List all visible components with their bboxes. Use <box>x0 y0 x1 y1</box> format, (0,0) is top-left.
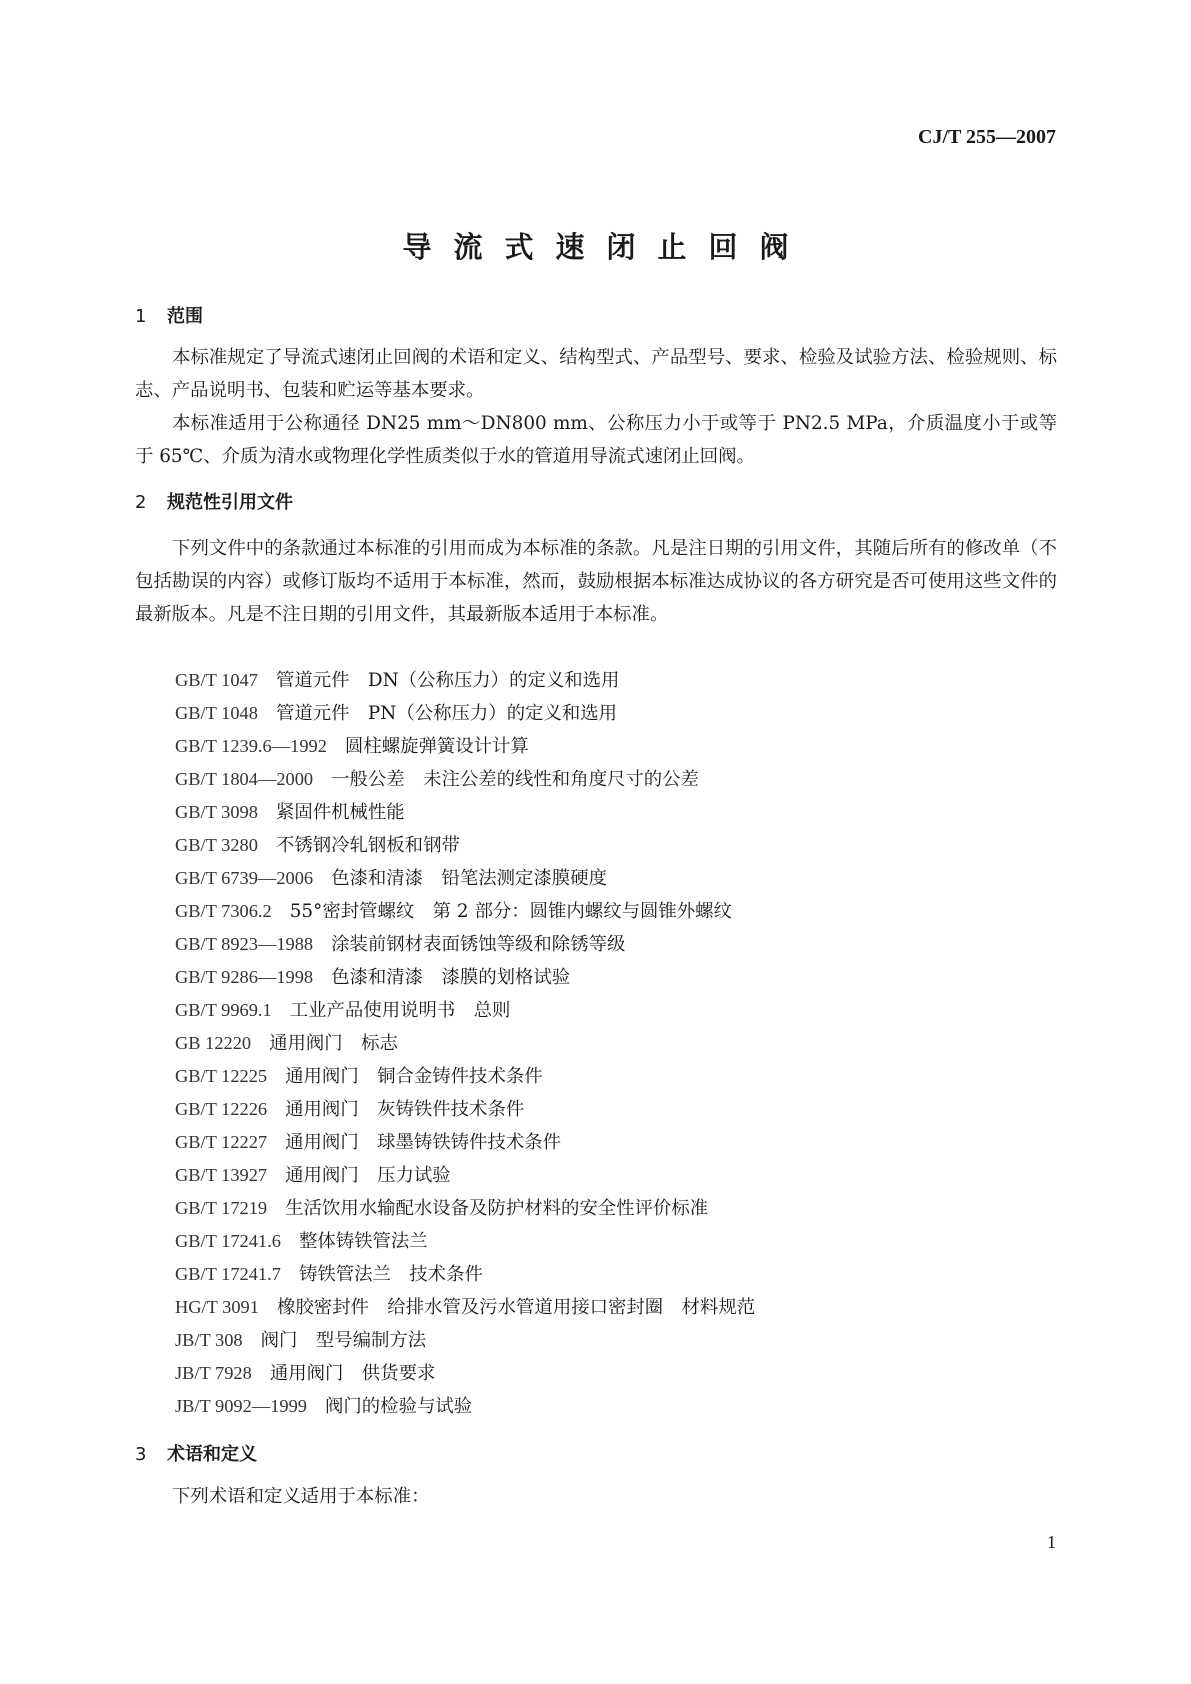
reference-code: GB/T 1239.6—1992 <box>175 736 327 756</box>
reference-title: 铸铁管法兰 技术条件 <box>298 1264 483 1285</box>
reference-code: GB/T 13927 <box>175 1165 268 1185</box>
reference-code: JB/T 308 <box>175 1330 243 1350</box>
reference-title: 涂装前钢材表面锈蚀等级和除锈等级 <box>331 934 626 955</box>
reference-code: GB/T 17241.7 <box>175 1264 281 1284</box>
reference-title: 工业产品使用说明书 总则 <box>289 1000 511 1021</box>
reference-item <box>175 730 755 763</box>
reference-item <box>175 961 755 994</box>
reference-title: 通用阀门 铜合金铸件技术条件 <box>285 1066 543 1087</box>
reference-item <box>175 994 755 1027</box>
reference-title: 阀门 型号编制方法 <box>260 1330 427 1351</box>
reference-code: GB/T 6739—2006 <box>175 868 314 888</box>
reference-item <box>175 697 755 730</box>
section-2-heading <box>135 488 293 514</box>
reference-title: 通用阀门 供货要求 <box>269 1363 436 1384</box>
reference-item <box>175 1258 755 1291</box>
reference-title: 通用阀门 灰铸铁件技术条件 <box>285 1099 525 1120</box>
reference-code: GB/T 8923—1988 <box>175 934 314 954</box>
reference-title: 通用阀门 球墨铸铁铸件技术条件 <box>285 1132 562 1153</box>
reference-item <box>175 1225 755 1258</box>
reference-code: JB/T 9092—1999 <box>175 1396 307 1416</box>
reference-title: 整体铸铁管法兰 <box>298 1231 428 1252</box>
reference-code: GB/T 17219 <box>175 1198 268 1218</box>
reference-item <box>175 895 755 928</box>
reference-code: GB/T 12227 <box>175 1132 268 1152</box>
section-1-heading <box>135 302 203 328</box>
reference-code: GB/T 1048 <box>175 703 258 723</box>
reference-title: 色漆和清漆 铅笔法测定漆膜硬度 <box>331 868 607 889</box>
reference-title: 55°密封管螺纹 第 2 部分：圆锥内螺纹与圆锥外螺纹 <box>289 901 732 922</box>
standard-code: CJ/T 255—2007 <box>918 126 1056 148</box>
reference-code: GB/T 12226 <box>175 1099 268 1119</box>
section-title: 规范性引用文件 <box>167 492 293 513</box>
reference-code: JB/T 7928 <box>175 1363 252 1383</box>
reference-title: 色漆和清漆 漆膜的划格试验 <box>331 967 571 988</box>
reference-code: HG/T 3091 <box>175 1297 259 1317</box>
reference-title: 一般公差 未注公差的线性和角度尺寸的公差 <box>331 769 699 790</box>
reference-code: GB/T 17241.6 <box>175 1231 281 1251</box>
reference-title: 紧固件机械性能 <box>275 802 405 823</box>
section-title: 术语和定义 <box>167 1444 257 1465</box>
reference-item <box>175 1324 755 1357</box>
section-3-paragraph-1: 下列术语和定义适用于本标准： <box>172 1486 430 1507</box>
reference-code: GB/T 1047 <box>175 670 258 690</box>
page-number: 1 <box>1047 1532 1056 1552</box>
reference-item <box>175 664 755 697</box>
document-title: 导流式速闭止回阀 <box>402 230 811 264</box>
reference-code: GB/T 9969.1 <box>175 1000 272 1020</box>
section-1-paragraph-2: 本标准适用于公称通径 DN25 mm～DN800 mm、公称压力小于或等于 PN2.5 MPa，介质温度小于或等于 65℃、介质为清水或物理化学性质类似于水的管道用导流式速闭止回阀。 <box>135 413 1057 467</box>
section-number: 2 <box>135 492 147 513</box>
reference-title: 橡胶密封件 给排水管及污水管道用接口密封圈 材料规范 <box>276 1297 756 1318</box>
reference-code: GB/T 9286—1998 <box>175 967 314 987</box>
section-1-paragraph-1: 本标准规定了导流式速闭止回阀的术语和定义、结构型式、产品型号、要求、检验及试验方法、检验规则、标志、产品说明书、包装和贮运等基本要求。 <box>135 347 1057 401</box>
reference-item <box>175 928 755 961</box>
reference-item <box>175 796 755 829</box>
reference-item <box>175 1060 755 1093</box>
reference-title: 圆柱螺旋弹簧设计计算 <box>344 736 529 757</box>
reference-item <box>175 1126 755 1159</box>
reference-item <box>175 1192 755 1225</box>
reference-title: 通用阀门 标志 <box>269 1033 398 1054</box>
reference-code: GB/T 7306.2 <box>175 901 272 921</box>
normative-references-list <box>175 664 755 1423</box>
reference-code: GB/T 1804—2000 <box>175 769 314 789</box>
reference-code: GB/T 3098 <box>175 802 258 822</box>
reference-item <box>175 1159 755 1192</box>
reference-item <box>175 1357 755 1390</box>
reference-title: 不锈钢冷轧钢板和钢带 <box>275 835 460 856</box>
reference-title: 阀门的检验与试验 <box>325 1396 473 1417</box>
reference-title: 管道元件 PN（公称压力）的定义和选用 <box>275 703 618 724</box>
reference-title: 管道元件 DN（公称压力）的定义和选用 <box>275 670 620 691</box>
section-number: 3 <box>135 1444 147 1465</box>
section-number: 1 <box>135 306 147 327</box>
reference-title: 通用阀门 压力试验 <box>285 1165 451 1186</box>
reference-code: GB/T 12225 <box>175 1066 268 1086</box>
reference-item <box>175 1093 755 1126</box>
reference-title: 生活饮用水输配水设备及防护材料的安全性评价标准 <box>285 1198 709 1219</box>
reference-item <box>175 829 755 862</box>
reference-item <box>175 862 755 895</box>
reference-item <box>175 1390 755 1423</box>
reference-item <box>175 1027 755 1060</box>
reference-code: GB/T 3280 <box>175 835 258 855</box>
reference-code: GB 12220 <box>175 1033 252 1053</box>
reference-item <box>175 1291 755 1324</box>
section-title: 范围 <box>167 306 203 327</box>
reference-item <box>175 763 755 796</box>
section-3-heading <box>135 1440 257 1466</box>
section-2-paragraph-1: 下列文件中的条款通过本标准的引用而成为本标准的条款。凡是注日期的引用文件，其随后所有的修改单（不包括勘误的内容）或修订版均不适用于本标准，然而，鼓励根据本标准达成协议的各方研究是否可使用这些文件的最新版本。凡是不注日期的引用文件，其最新版本适用于本标准。 <box>135 538 1057 625</box>
